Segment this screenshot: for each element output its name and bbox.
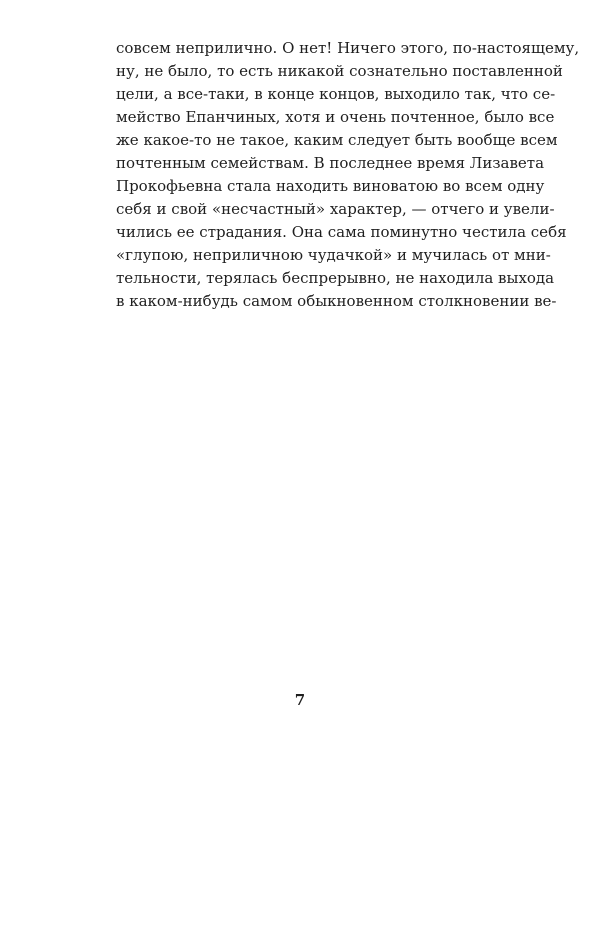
text-line bbox=[116, 543, 488, 566]
text-line: в каком-нибудь самом обыкновенном столкновении ве- bbox=[116, 292, 557, 310]
text-line: ну, не было, то есть никакой сознательно поставленной bbox=[116, 62, 563, 80]
text-line bbox=[116, 842, 488, 865]
text-line bbox=[116, 451, 488, 474]
text-line bbox=[116, 359, 488, 382]
text-line bbox=[116, 428, 488, 451]
text-line bbox=[116, 819, 488, 842]
text-line: себя и свой «несчастный» характер, — отчего и увели- bbox=[116, 200, 555, 218]
text-line bbox=[116, 911, 488, 934]
text-line bbox=[116, 865, 488, 888]
text-line: чились ее страдания. Она сама поминутно честила себя bbox=[116, 223, 567, 241]
text-line: тельности, терялась беспрерывно, не находила выхода bbox=[116, 269, 555, 287]
text-line: же какое-то не такое, каким следует быть вообще всем bbox=[116, 131, 558, 149]
text-line: мейство Епанчиных, хотя и очень почтенное, было все bbox=[116, 108, 555, 126]
text-line bbox=[116, 313, 488, 336]
text-line bbox=[116, 658, 488, 681]
text-line bbox=[116, 520, 488, 543]
text-line bbox=[116, 566, 488, 589]
text-line bbox=[116, 405, 488, 428]
text-line bbox=[116, 474, 488, 497]
text-line bbox=[116, 773, 488, 796]
text-line: совсем неприлично. О нет! Ничего этого, по-настоящему, bbox=[116, 39, 580, 57]
text-line bbox=[116, 497, 488, 520]
text-line bbox=[116, 635, 488, 658]
text-line bbox=[116, 589, 488, 612]
page-number: 7 bbox=[294, 691, 306, 709]
text-line: цели, а все-таки, в конце концов, выходило так, что се- bbox=[116, 85, 556, 103]
text-line bbox=[116, 888, 488, 911]
text-line bbox=[116, 727, 488, 750]
text-line: «глупою, неприличною чудачкой» и мучилась от мни- bbox=[116, 246, 551, 264]
text-line bbox=[116, 796, 488, 819]
text-line bbox=[116, 336, 488, 359]
text-line bbox=[116, 382, 488, 405]
text-line: Прокофьевна стала находить виноватою во всем одну bbox=[116, 177, 545, 195]
text-line bbox=[116, 612, 488, 635]
body-text bbox=[116, 37, 580, 934]
text-line: почтенным семействам. В последнее время Лизавета bbox=[116, 154, 545, 172]
text-line bbox=[116, 750, 488, 773]
